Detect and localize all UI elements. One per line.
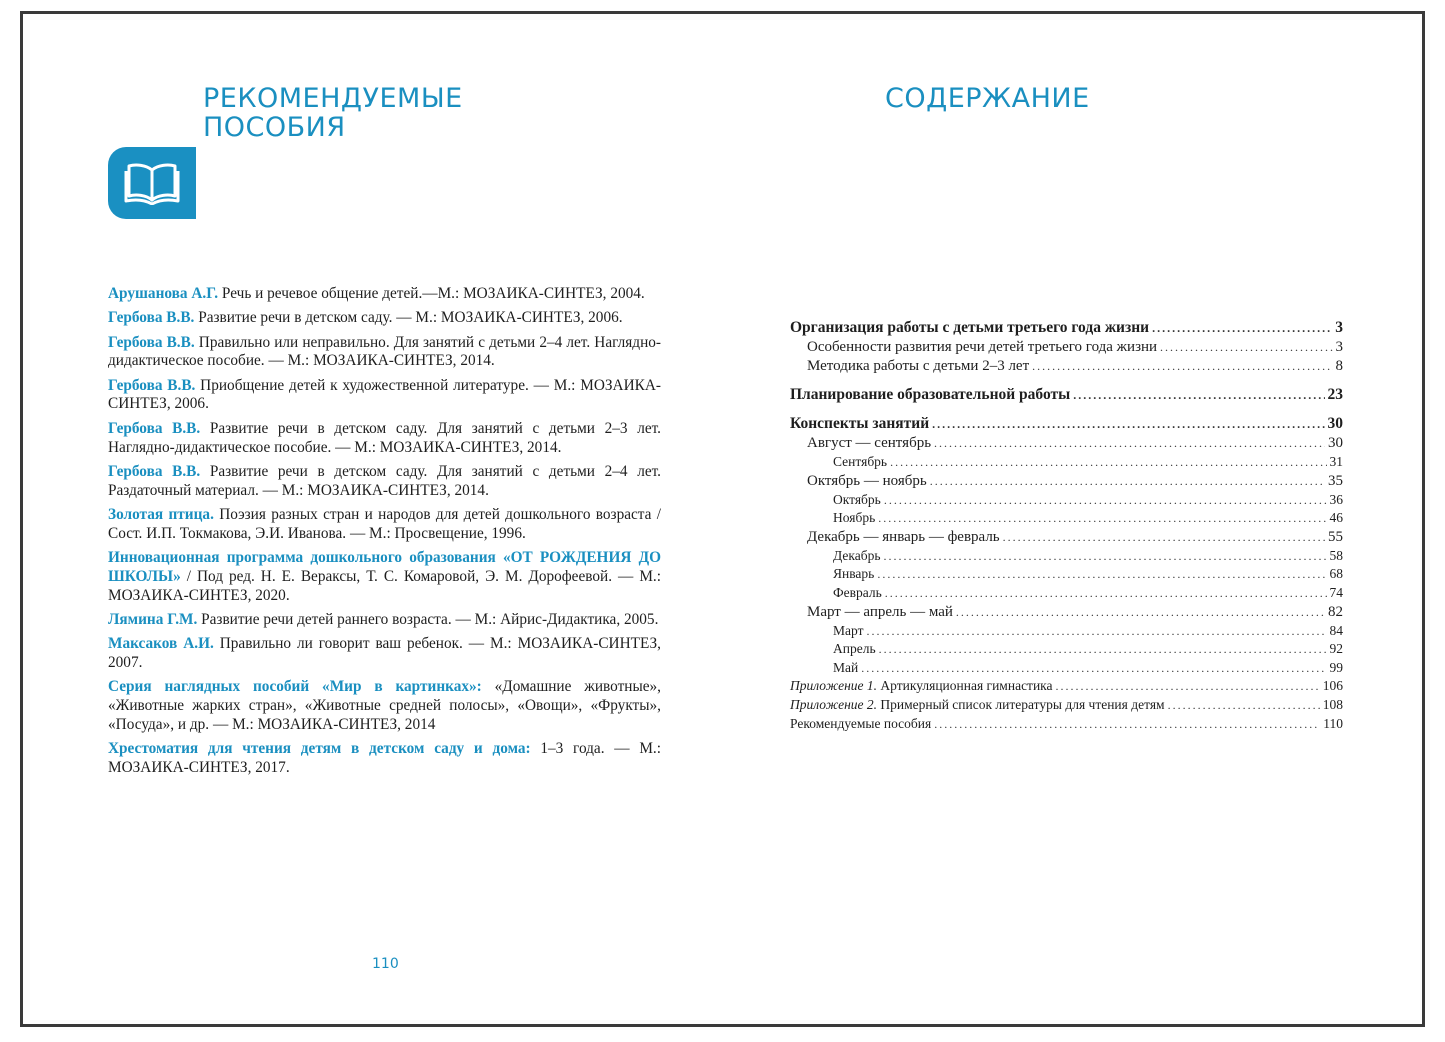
toc-page: 84 [1329, 622, 1343, 638]
entry-author: Максаков А.И. [108, 635, 214, 653]
toc-item[interactable] [790, 622, 1343, 641]
toc-leader [866, 623, 1326, 641]
toc-label: Март [833, 622, 864, 638]
entry-text: Развитие речи в детском саду. — М.: МОЗАИКА-СИНТЕЗ, 2006. [194, 309, 623, 327]
bibliography-entry [108, 463, 661, 501]
toc-label: Конспекты занятий [790, 415, 930, 432]
toc-leader [932, 415, 1324, 434]
toc-label: Ноябрь [833, 510, 876, 526]
toc-page: 23 [1327, 386, 1343, 403]
toc-label: Май [833, 659, 859, 675]
bibliography-entry [108, 635, 661, 673]
toc-label: Планирование образовательной работы [790, 386, 1071, 403]
table-of-contents [790, 318, 1343, 733]
toc-page: 108 [1322, 696, 1343, 712]
toc-page: 46 [1329, 510, 1343, 526]
toc-page: 74 [1329, 584, 1343, 600]
entry-author: Золотая птица. [108, 505, 214, 523]
entry-author: Гербова В.В. [108, 376, 196, 394]
toc-label: Рекомендуемые пособия [790, 715, 932, 731]
toc-page: 31 [1329, 454, 1343, 469]
appendix-prefix: Приложение 2. [790, 696, 878, 712]
bibliography-entry [108, 740, 661, 778]
appendix-title: Примерный список литературы для чтения детям [877, 696, 1165, 712]
entry-author: Хрестоматия для чтения детям в детском саду и дома: [108, 740, 531, 758]
toc-label: Декабрь [833, 547, 881, 563]
toc-leader [1168, 697, 1320, 715]
toc-page: 30 [1327, 415, 1343, 432]
entry-text: / Под ред. Н. Е. Вераксы, Т. С. Комаровой, Э. М. Дорофеевой. — М.: МОЗАИКА-СИНТЕЗ, 2020. [108, 567, 661, 604]
toc-page: 106 [1322, 678, 1343, 694]
toc-gap [790, 405, 1343, 414]
entry-author: Гербова В.В. [108, 333, 195, 351]
toc-label: Методика работы с детьми 2–3 лет [807, 358, 1030, 374]
toc-leader [956, 603, 1325, 622]
toc-leader [885, 585, 1327, 603]
entry-text: Развитие речи в детском саду. Для занятий с детьми 2–4 лет. Раздаточный материал. — М.: МОЗАИКА-СИНТЕЗ, 2014. [108, 462, 661, 499]
entry-text: 1–3 года. — М.: МОЗАИКА-СИНТЕЗ, 2017. [108, 740, 661, 777]
toc-item[interactable] [790, 565, 1343, 584]
bibliography-entry [108, 678, 661, 734]
toc-leader [934, 434, 1325, 453]
toc-label: Октябрь — ноябрь [807, 472, 927, 489]
toc-label: Декабрь — январь — февраль [807, 528, 1000, 545]
toc-leader [861, 660, 1326, 678]
toc-page: 68 [1329, 566, 1343, 582]
entry-text: Поэзия разных стран и народов для детей дошкольного возраста / Сост. И.П. Токмакова, Э.И. Иванова. — М.: Просвещение, 1996. [108, 505, 662, 542]
bibliography-entry [108, 334, 661, 372]
toc-page: 99 [1329, 659, 1343, 675]
toc-item[interactable] [790, 414, 1343, 434]
toc-page: 58 [1329, 547, 1343, 563]
toc-leader [878, 510, 1326, 528]
toc-item[interactable] [790, 715, 1343, 734]
entry-author: Серия наглядных пособий «Мир в картинках»: [108, 678, 482, 696]
bibliography-list [108, 285, 661, 783]
toc-page: 36 [1329, 491, 1343, 507]
toc-page: 3 [1335, 319, 1343, 336]
toc-leader [877, 566, 1326, 584]
toc-gap [790, 376, 1343, 385]
toc-leader [1032, 357, 1332, 376]
toc-leader [1160, 338, 1332, 357]
toc-page: 92 [1329, 641, 1343, 657]
entry-text: Приобщение детей к художественной литературе. — М.: МОЗАИКА-СИНТЕЗ, 2006. [108, 376, 661, 413]
bibliography-entry [108, 285, 661, 304]
entry-author: Гербова В.В. [108, 419, 201, 437]
toc-leader [884, 548, 1327, 566]
toc-label: Особенности развития речи детей третьего года жизни [807, 339, 1158, 355]
toc-leader [934, 716, 1320, 734]
entry-author: Арушанова А.Г. [108, 285, 219, 302]
appendix-prefix: Приложение 1. [790, 678, 878, 694]
toc-item[interactable] [790, 491, 1343, 510]
entry-text: Правильно или неправильно. Для занятий с детьми 2–4 лет. Наглядно-дидактическое пособие. — М.: МОЗАИКА-СИНТЕЗ, 2014. [108, 333, 661, 370]
toc-label: Январь [833, 566, 875, 582]
toc-item[interactable] [790, 453, 1343, 472]
bibliography-entry [108, 420, 661, 458]
toc-label: Март — апрель — май [807, 603, 953, 620]
toc-page: 8 [1335, 358, 1343, 374]
toc-item[interactable] [790, 603, 1343, 622]
toc-item[interactable] [790, 509, 1343, 528]
toc-leader [884, 492, 1327, 510]
toc-page: 55 [1328, 528, 1343, 545]
open-book-icon-svg [124, 161, 180, 205]
toc-leader [1073, 386, 1324, 405]
toc-leader [879, 641, 1327, 659]
toc-label: Сентябрь [833, 454, 888, 469]
toc-label: Февраль [833, 584, 882, 600]
page-title-contents: СОДЕРЖАНИЕ [885, 83, 1090, 114]
appendix-title: Артикуляционная гимнастика [877, 678, 1053, 694]
entry-text: Правильно ли говорит ваш ребенок. — М.: МОЗАИКА-СИНТЕЗ, 2007. [108, 635, 661, 672]
toc-item[interactable] [790, 659, 1343, 678]
toc-item[interactable] [790, 472, 1343, 491]
toc-page: 82 [1328, 603, 1343, 620]
entry-author: Инновационная программа дошкольного образования «ОТ РОЖДЕНИЯ ДО ШКОЛЫ» [108, 549, 661, 585]
toc-item[interactable] [790, 640, 1343, 659]
toc-item[interactable] [790, 528, 1343, 547]
toc-leader [1056, 678, 1320, 696]
toc-label: Август — сентябрь [807, 435, 932, 451]
toc-leader [1152, 319, 1332, 338]
toc-page: 35 [1328, 472, 1343, 489]
open-book-icon [108, 147, 196, 219]
entry-text: Развитие речи в детском саду. Для занятий с детьми 2–3 лет. Наглядно-дидактическое пособие. — М.: МОЗАИКА-СИНТЕЗ, 2014. [108, 419, 661, 456]
bibliography-entry [108, 549, 661, 605]
toc-page: 3 [1335, 339, 1343, 355]
bibliography-entry [108, 506, 661, 544]
toc-page: 30 [1328, 435, 1343, 451]
entry-text: Развитие речи детей раннего возраста. — М.: Айрис-Дидактика, 2005. [197, 610, 659, 628]
toc-item[interactable] [790, 385, 1343, 405]
toc-label: Организация работы с детьми третьего года жизни [790, 319, 1150, 336]
entry-text: «Домашние животные», «Животные жарких стран», «Животные средней полосы», «Овощи», «Фрукты», «Посуда», и др. — М.: МОЗАИКА-СИНТЕЗ, 2014 [108, 678, 661, 733]
entry-author: Гербова В.В. [108, 309, 195, 327]
toc-item[interactable] [790, 357, 1343, 376]
toc-label [790, 696, 1165, 714]
toc-page: 110 [1323, 715, 1343, 731]
entry-text: Речь и речевое общение детей.—М.: МОЗАИКА-СИНТЕЗ, 2004. [218, 285, 645, 302]
bibliography-entry [108, 611, 661, 630]
toc-leader [1003, 528, 1325, 547]
toc-label: Октябрь [833, 491, 881, 507]
toc-label [790, 677, 1053, 695]
toc-item[interactable] [790, 338, 1343, 357]
bibliography-entry [108, 309, 661, 328]
page-title-recommended: РЕКОМЕНДУЕМЫЕ ПОСОБИЯ [203, 83, 463, 143]
toc-item[interactable] [790, 677, 1343, 696]
toc-label: Апрель [833, 641, 876, 657]
toc-item[interactable] [790, 584, 1343, 603]
page-number: 110 [372, 956, 399, 972]
toc-item[interactable] [790, 318, 1343, 338]
toc-leader [930, 472, 1325, 491]
toc-item[interactable] [790, 696, 1343, 715]
toc-item[interactable] [790, 547, 1343, 566]
toc-item[interactable] [790, 434, 1343, 453]
entry-author: Гербова В.В. [108, 462, 201, 480]
entry-author: Лямина Г.М. [108, 610, 198, 628]
bibliography-entry [108, 377, 661, 415]
toc-leader [890, 454, 1326, 472]
